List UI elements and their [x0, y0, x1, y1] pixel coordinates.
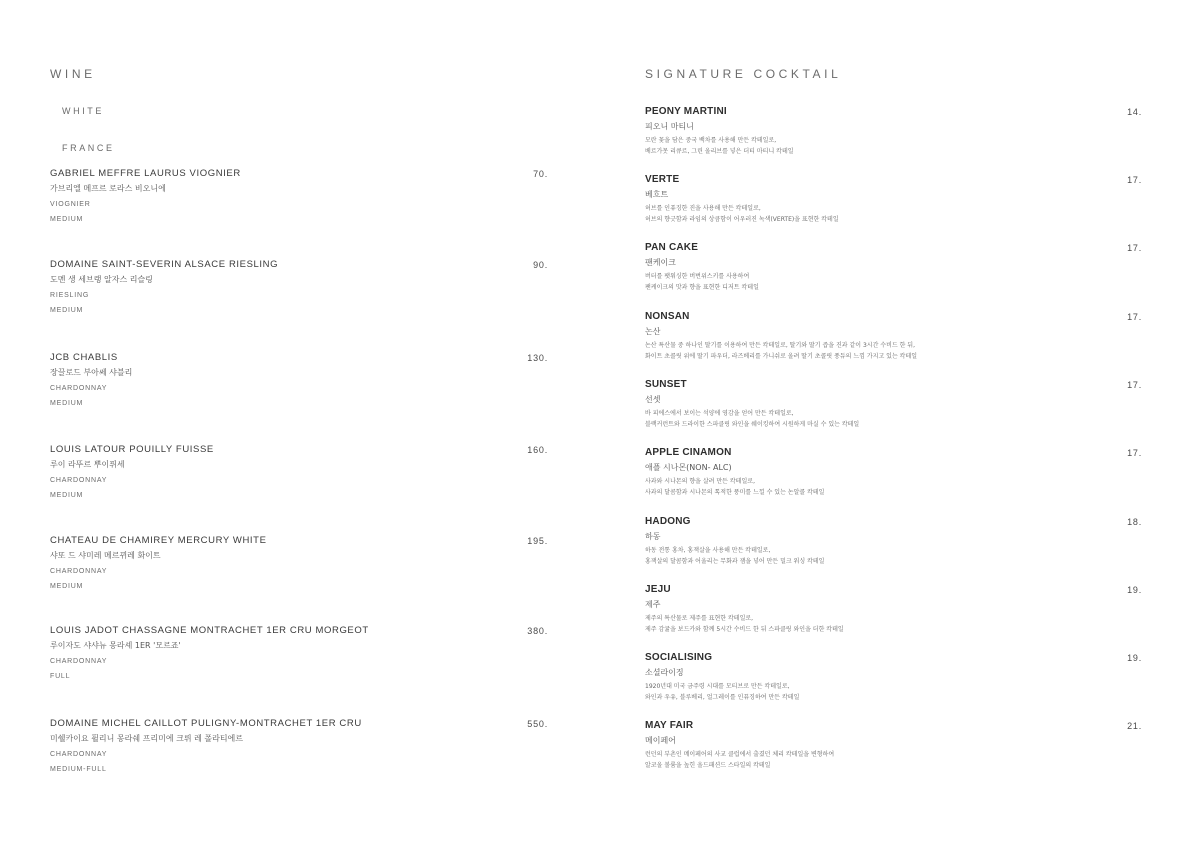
cocktail-description: 홍잭살의 달콤함과 어울리는 무화과 잼을 넣어 만든 밀크 워싱 칵테일: [645, 558, 825, 565]
wine-grape: CHARDONNAY: [50, 658, 108, 665]
cocktail-price: 17.: [1127, 312, 1142, 322]
cocktail-name-korean: 소셜라이징: [645, 668, 684, 677]
cocktail-item: [645, 584, 1142, 635]
wine-price: 380.: [527, 626, 548, 636]
wine-body: MEDIUM: [50, 307, 84, 314]
cocktail-price: 19.: [1127, 653, 1142, 663]
cocktail-name: SOCIALISING: [645, 652, 713, 663]
cocktail-item: [645, 720, 1142, 771]
wine-item: [50, 535, 548, 592]
cocktail-name: PEONY MARTINI: [645, 106, 727, 117]
cocktail-price: 21.: [1127, 721, 1142, 731]
wine-price: 70.: [533, 169, 548, 179]
cocktail-description: 논산 특산물 중 하나인 딸기를 이용하여 만든 칵테일로, 딸기와 딸기 즙을 진과 같이 3시간 수비드 한 뒤,: [645, 342, 915, 349]
cocktail-item: [645, 106, 1142, 157]
wine-price: 160.: [527, 445, 548, 455]
wine-grape: CHARDONNAY: [50, 751, 108, 758]
wine-body: FULL: [50, 673, 71, 680]
wine-price: 550.: [527, 719, 548, 729]
cocktail-description: 하동 전통 홍차, 홍잭살을 사용해 만든 칵테일로,: [645, 547, 771, 554]
wine-grape: CHARDONNAY: [50, 477, 108, 484]
wine-name-korean: 미쉘카이요 퓔리니 몽라쉐 프리미에 크뤼 레 폴라티에르: [50, 734, 243, 743]
wine-grape: VIOGNIER: [50, 201, 91, 208]
cocktail-name-korean: 베흐트: [645, 190, 669, 199]
cocktail-price: 19.: [1127, 585, 1142, 595]
wine-item: [50, 625, 548, 682]
cocktail-description: 1920년대 미국 금주령 시대를 모티브로 만든 칵테일로,: [645, 683, 790, 690]
cocktail-description: 제주의 특산물로 제주를 표현한 칵테일로,: [645, 615, 754, 622]
cocktail-price: 17.: [1127, 448, 1142, 458]
cocktail-description: 제주 감귤을 보드카와 함께 5시간 수비드 한 뒤 스파클링 와인을 더한 칵테일: [645, 626, 844, 633]
cocktail-price: 14.: [1127, 107, 1142, 117]
cocktail-name: APPLE CINAMON: [645, 447, 732, 458]
wine-body: MEDIUM-FULL: [50, 766, 107, 773]
cocktail-price: 17.: [1127, 380, 1142, 390]
wine-name-korean: 가브리엘 메프르 로라스 비오니에: [50, 184, 166, 193]
cocktail-description: 알코올 볼륨을 높힌 올드패션드 스타일의 칵테일: [645, 762, 771, 769]
cocktail-description: 베르가못 리큐르, 그린 올리브를 넣은 더티 마티니 칵테일: [645, 148, 794, 155]
wine-item: [50, 168, 548, 225]
cocktail-name-korean: 선셋: [645, 395, 661, 404]
cocktail-item: [645, 652, 1142, 703]
cocktail-description: 모란 꽃을 담은 중국 백차를 사용해 만든 칵테일로,: [645, 137, 777, 144]
wine-item: [50, 259, 548, 316]
cocktail-description: 허브의 향긋함과 라임의 상큼함이 어우러진 녹색(VERTE)을 표현한 칵테일: [645, 216, 839, 223]
cocktail-description: 화이트 초콜릿 위에 딸기 파우더, 라즈베리를 가니쉬로 올려 딸기 초콜릿 풍듀의 느낌 가지고 있는 칵테일: [645, 353, 918, 360]
cocktail-description: 와인과 우유, 블루베리, 얼그레이를 인퓨징하여 만든 칵테일: [645, 694, 800, 701]
cocktail-description: 버터를 팻워싱한 버번위스키를 사용하여: [645, 273, 750, 280]
cocktail-name: NONSAN: [645, 311, 690, 322]
wine-name: GABRIEL MEFFRE LAURUS VIOGNIER: [50, 168, 241, 179]
wine-body: MEDIUM: [50, 583, 84, 590]
cocktail-name-korean: 제주: [645, 600, 661, 609]
cocktail-section-title: SIGNATURE COCKTAIL: [645, 67, 842, 81]
wine-body: MEDIUM: [50, 216, 84, 223]
cocktail-name-korean: 논산: [645, 327, 661, 336]
cocktail-name: HADONG: [645, 516, 691, 527]
wine-grape: CHARDONNAY: [50, 385, 108, 392]
wine-name: LOUIS LATOUR POUILLY FUISSE: [50, 444, 214, 455]
wine-name: JCB CHABLIS: [50, 352, 118, 363]
cocktail-name: PAN CAKE: [645, 242, 699, 253]
cocktail-description: 블랙커런트와 드라이한 스파클링 와인을 쉐이킹하여 시원하게 마실 수 있는 칵테일: [645, 421, 860, 428]
wine-name-korean: 샤또 드 샤미레 메르뀌레 화이트: [50, 551, 161, 560]
wine-name: DOMAINE SAINT-SEVERIN ALSACE RIESLING: [50, 259, 279, 270]
wine-item: [50, 352, 548, 409]
cocktail-description: 사과의 달콤함과 시나몬의 톡적한 풍미를 느낄 수 있는 논알콜 칵테일: [645, 489, 825, 496]
cocktail-name-korean: 팬케이크: [645, 258, 676, 267]
wine-body: MEDIUM: [50, 492, 84, 499]
cocktail-name-korean: 메이페어: [645, 736, 676, 745]
white-subsection-title: WHITE: [62, 106, 104, 116]
cocktail-item: [645, 174, 1142, 225]
wine-price: 90.: [533, 260, 548, 270]
wine-item: [50, 718, 548, 775]
wine-name: LOUIS JADOT CHASSAGNE MONTRACHET 1ER CRU MORGEOT: [50, 625, 369, 636]
wine-name-korean: 루이자도 샤샤뉴 몽라셰 1ER '모르죠': [50, 641, 181, 650]
cocktail-item: [645, 242, 1142, 293]
cocktail-name: VERTE: [645, 174, 680, 185]
wine-name: DOMAINE MICHEL CAILLOT PULIGNY-MONTRACHET 1ER CRU: [50, 718, 362, 729]
wine-item: [50, 444, 548, 501]
cocktail-item: [645, 516, 1142, 567]
cocktail-description: 런던의 부촌인 메이페어의 사교 클럽에서 출겼던 체리 칵테일을 변형하여: [645, 751, 835, 758]
wine-name-korean: 도멘 생 세브랭 알자스 리슬링: [50, 275, 153, 284]
cocktail-description: 사과와 시나몬의 향을 살려 만든 칵테일로,: [645, 478, 755, 485]
wine-name-korean: 장끌로드 부아쎄 샤블리: [50, 368, 133, 377]
wine-grape: CHARDONNAY: [50, 568, 108, 575]
cocktail-description: 허브를 인퓨징한 진을 사용해 만든 칵테일로,: [645, 205, 761, 212]
cocktail-description: 팬케이크의 맛과 향을 표현한 디저트 칵테일: [645, 284, 759, 291]
cocktail-item: [645, 447, 1142, 498]
cocktail-description: 바 피에스에서 보이는 석양에 영감을 얻어 만든 칵테일로,: [645, 410, 794, 417]
cocktail-name-korean: 애플 시나몬(NON- ALC): [645, 463, 732, 472]
cocktail-name: MAY FAIR: [645, 720, 694, 731]
cocktail-price: 17.: [1127, 175, 1142, 185]
cocktail-item: [645, 311, 1142, 362]
wine-price: 195.: [527, 536, 548, 546]
wine-name: CHATEAU DE CHAMIREY MERCURY WHITE: [50, 535, 267, 546]
wine-body: MEDIUM: [50, 400, 84, 407]
cocktail-item: [645, 379, 1142, 430]
cocktail-price: 18.: [1127, 517, 1142, 527]
wine-price: 130.: [527, 353, 548, 363]
cocktail-price: 17.: [1127, 243, 1142, 253]
cocktail-name: JEJU: [645, 584, 671, 595]
wine-grape: RIESLING: [50, 292, 90, 299]
cocktail-name: SUNSET: [645, 379, 687, 390]
wine-name-korean: 루이 라뚜르 뿌이퓌세: [50, 460, 125, 469]
wine-section-title: WINE: [50, 67, 96, 81]
cocktail-name-korean: 하동: [645, 532, 661, 541]
cocktail-name-korean: 피오니 마티니: [645, 122, 694, 131]
france-region-title: FRANCE: [62, 143, 115, 153]
